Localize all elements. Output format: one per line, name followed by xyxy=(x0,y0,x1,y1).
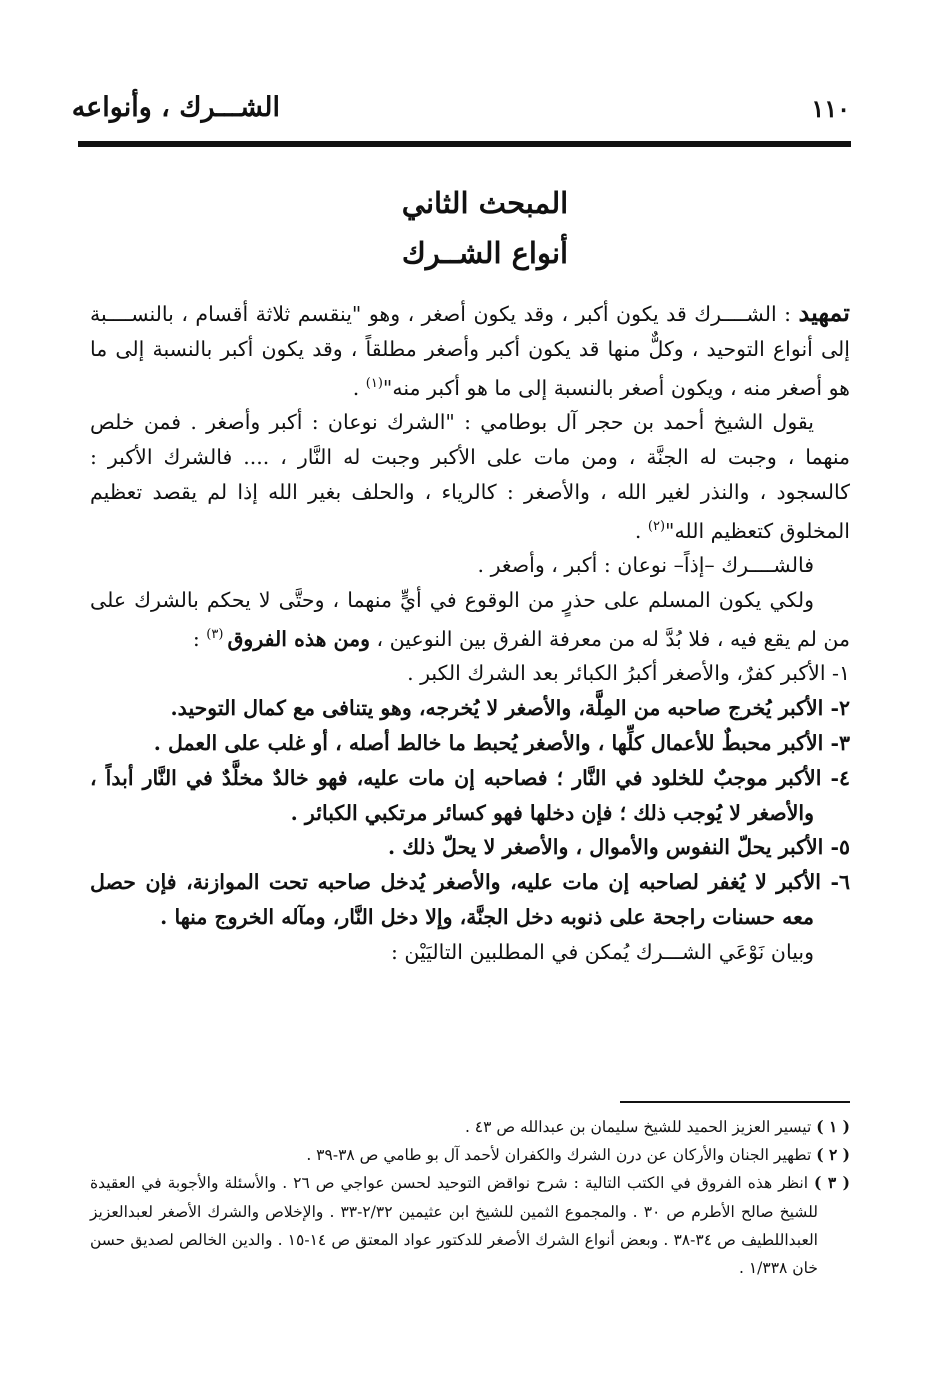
footnote-ref-2: (٢) xyxy=(647,518,666,534)
list-item: ٢- الأكبر يُخرج صاحبه من المِلَّة، والأصغر لا يُخرجه، وهو يتنافى مع كمال التوحيد. xyxy=(170,696,850,721)
footnote-number: ( ١ ) xyxy=(816,1117,850,1136)
footnote-rule xyxy=(620,1101,850,1103)
page-header xyxy=(71,92,850,132)
lead-word: تمهيد xyxy=(798,298,850,327)
closing-line: وبيان نَوْعَي الشـــرك يُمكن في المطلبين التاليَيْن : xyxy=(390,939,814,964)
list-item: ٤- الأكبر موجبٌ للخلود في النَّار ؛ فصاحبه إن مات عليه، فهو خالدٌ مخلَّدٌ في النَّار أبداً ، والأصغر لا يُوجب ذلك ؛ فإن دخلها فهو كسائر مرتكبي الكبائر . xyxy=(90,765,850,825)
list-item: ٦- الأكبر لا يُغفر لصاحبه إن مات عليه، والأصغر يُدخل صاحبه تحت الموازنة، فإن حصل معه حسنات راجحة على ذنوبه دخل الجنَّة، وإلا دخل النَّار، ومآله الخروج منها . xyxy=(90,870,850,930)
paragraph-differences xyxy=(90,583,850,656)
paragraph-intro-end: . xyxy=(352,375,366,400)
differences-emphasis: ومن هذه الفروق xyxy=(227,626,371,651)
paragraph-quote xyxy=(90,405,850,548)
differences-list xyxy=(90,656,850,934)
footnote-text: انظر هذه الفروق في الكتب التالية : شرح نواقض التوحيد لحسن عواجي ص ٢٦ . والأسئلة والأجوبة في العقيدة للشيخ صالح الأطرم ص ٣٠ . والمجموع الثمين للشيخ ابن عثيمين ٢/٣٢-٣٣ . والإخلاص والشرك الأصغر لعبدالعزيز العبداللطيف ص ٣٤-٣٨ . وبعض أنواع الشرك الأصغر للدكتور عواد المعتق ص ١٤-١٥ . والدين الخالص لصديق حسن خان ١/٣٣٨ . xyxy=(90,1174,818,1278)
body-text xyxy=(90,296,850,970)
paragraph-summary: فالشــــرك –إذاً– نوعان : أكبر ، وأصغر . xyxy=(477,553,814,578)
list-item: ٣- الأكبر محبطٌ للأعمال كلِّها ، والأصغر يُحبط ما خالط أصله ، أو غلب على العمل . xyxy=(153,731,850,756)
section-label: المبحث الثاني xyxy=(401,186,569,220)
footnote-number: ( ٣ ) xyxy=(814,1173,850,1193)
paragraph-quote-end: . xyxy=(634,518,648,543)
footnotes xyxy=(90,1113,850,1282)
footnote-text: تطهير الجنان والأركان عن درن الشرك والكفران لأحمد آل بو طامي ص ٣٨-٣٩ . xyxy=(306,1146,817,1165)
paragraph-quote-text: يقول الشيخ أحمد بن حجر آل بوطامي : "الشرك نوعان : أكبر وأصغر . فمن خلص منهما ، وجبت له الجنَّة ، ومن مات على الأكبر وجبت له النَّار ، .... فالشرك الأكبر : كالسجود ، والنذر لغير الله ، والأصغر : كالرياء ، والحلف بغير الله إذا لم يقصد تعظيم المخلوق كتعظيم الله" xyxy=(90,410,850,543)
footnote-ref-1: (١) xyxy=(365,375,383,391)
footnote xyxy=(90,1169,850,1282)
section-title: أنواع الشــرك xyxy=(401,236,569,270)
list-item: ١- الأكبر كفرٌ، والأصغر أكبرُ الكبائر بعد الشرك الكبر . xyxy=(407,661,850,686)
paragraph-differences-end: : xyxy=(192,626,207,651)
list-item: ٥- الأكبر يحلّ النفوس والأموال ، والأصغر لا يحلّ ذلك . xyxy=(387,835,850,860)
footnote-number: ( ٢ ) xyxy=(816,1145,850,1165)
footnote xyxy=(90,1141,850,1169)
paragraph-intro-text: : الشــــرك قد يكون أكبر ، وقد يكون أصغر ، وهو "ينقسم ثلاثة أقسام ، بالنســــبة إلى أنواع التوحيد ، وكلٌّ منها قد يكون أكبر وأصغر مطلقاً ، وقد يكون أكبر بالنسبة إلى ما هو أصغر منه ، ويكون أصغر بالنسبة إلى ما هو أكبر منه" xyxy=(90,302,850,400)
paragraph-differences-text: ولكي يكون المسلم على حذرٍ من الوقوع في أيٍّ منهما ، وحتَّى لا يحكم بالشرك على من لم يقع فيه ، فلا بُدَّ له من معرفة الفرق بين النوعين ، xyxy=(90,588,850,651)
footnote-ref-3: (٣) xyxy=(206,626,228,642)
page-number: ١١٠ xyxy=(811,94,850,123)
paragraph-intro xyxy=(90,296,850,405)
footnote xyxy=(90,1113,850,1141)
header-rule xyxy=(78,141,851,147)
running-title: الشـــرك ، وأنواعه xyxy=(71,92,280,123)
footnote-text: تيسير العزيز الحميد للشيخ سليمان بن عبدالله ص ٤٣ . xyxy=(464,1118,817,1136)
